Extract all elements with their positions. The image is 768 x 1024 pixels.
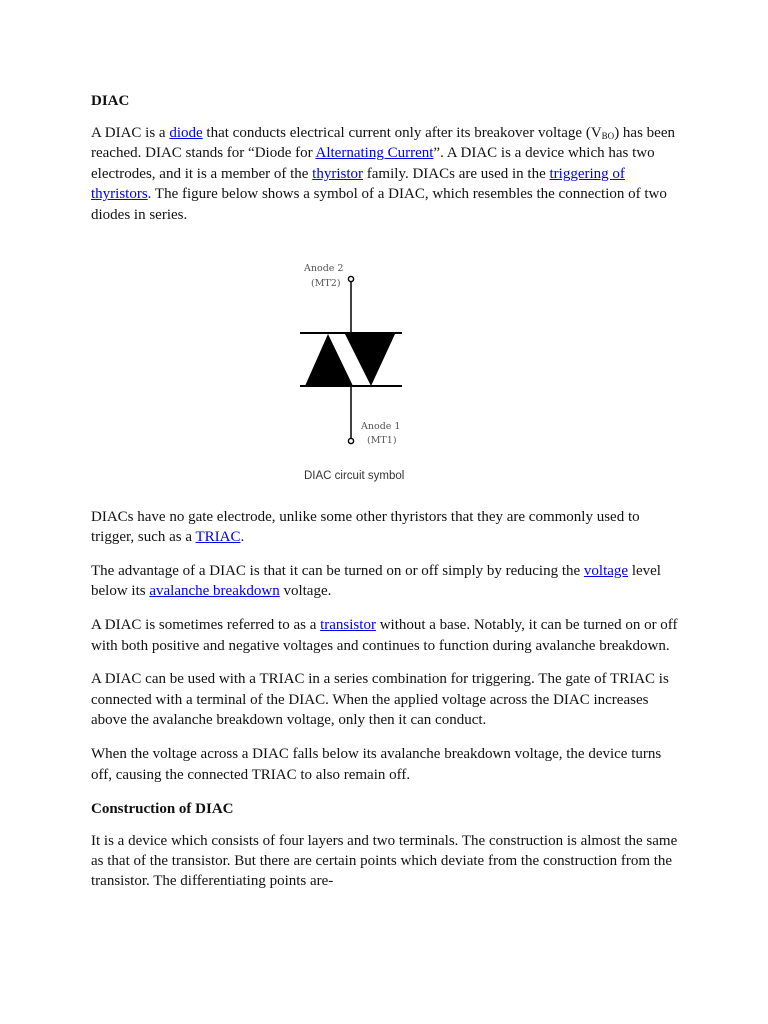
text-run: ”. A DIAC is a device which has two electrodes, and it is a member of the [91, 145, 655, 182]
advantage-paragraph [91, 561, 681, 602]
figure-caption: DIAC circuit symbol [304, 469, 405, 482]
text-run: family. DIACs are used in the [363, 165, 550, 182]
triangle-up [305, 334, 353, 386]
link-triac[interactable]: TRIAC [195, 528, 241, 545]
text-run: DIACs have no gate electrode, unlike some other thyristors that they are commonly used to trigger, such as a [91, 508, 640, 545]
text-run: without a base. Notably, it can be turned on or off with both positive and negative voltages and continues to function during avalanche breakdown. [91, 617, 678, 654]
page-title: DIAC [91, 93, 130, 109]
transistor-paragraph [91, 615, 681, 656]
text-run: voltage. [279, 583, 332, 600]
terminal-mt2 [348, 276, 353, 281]
anode2-label: Anode 2 [304, 262, 344, 274]
gate-paragraph [91, 507, 681, 548]
mt1-label: (MT1) [367, 434, 397, 446]
text-run: A DIAC is a [91, 125, 170, 141]
text-run: that conducts electrical current only after its breakover voltage (V [202, 125, 602, 141]
terminal-mt1 [348, 438, 353, 443]
document-body [91, 91, 681, 905]
anode1-label: Anode 1 [361, 420, 401, 432]
diac-symbol-diagram [91, 239, 681, 507]
text-run: The advantage of a DIAC is that it can be turned on or off simply by reducing the [91, 562, 584, 579]
text-run: . [240, 528, 245, 545]
text-run: level below its [91, 562, 661, 600]
link-alternating-current[interactable]: Alternating Current [315, 145, 434, 162]
diac-symbol-figure [91, 239, 681, 507]
link-transistor[interactable]: transistor [320, 617, 376, 634]
intro-paragraph [91, 123, 681, 225]
construction-heading: Construction of DIAC [91, 800, 234, 817]
text-run: ) has been reached. DIAC stands for “Diode for [91, 125, 675, 162]
text-run: . The figure below shows a symbol of a DIAC, which resembles the connection of two diodes in series. [91, 186, 667, 223]
link-voltage[interactable]: voltage [583, 562, 629, 579]
series-paragraph: A DIAC can be used with a TRIAC in a series combination for triggering. The gate of TRIAC is connected with a terminal of the DIAC. When the applied voltage across the DIAC increases above the avalanche breakdown voltage, only then it can conduct. [91, 671, 669, 729]
link-avalanche-breakdown[interactable]: avalanche breakdown [149, 583, 280, 600]
mt2-label: (MT2) [311, 277, 341, 289]
triangle-down [345, 334, 395, 386]
text-run: A DIAC is sometimes referred to as a [91, 617, 321, 634]
link-diode[interactable]: diode [169, 125, 203, 141]
link-triggering-of-thyristors[interactable]: triggering of thyristors [91, 165, 625, 203]
subscript-bo: BO [601, 131, 615, 141]
falls-paragraph: When the voltage across a DIAC falls below its avalanche breakdown voltage, the device turns off, causing the connected TRIAC to also remain off. [91, 746, 662, 783]
link-thyristor[interactable]: thyristor [312, 165, 364, 182]
construction-paragraph: It is a device which consists of four layers and two terminals. The construction is almost the same as that of the transistor. But there are certain points which deviate from the construction from the transistor. The differentiating points are- [91, 832, 678, 890]
